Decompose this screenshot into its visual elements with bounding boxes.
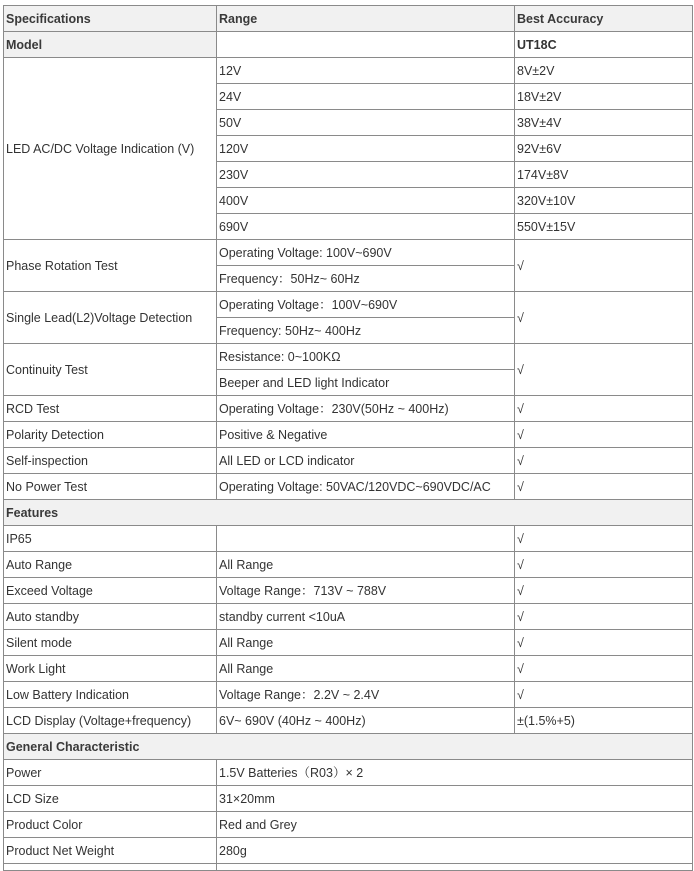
table-row: [4, 604, 693, 630]
table-row: [4, 708, 693, 734]
section-row: [4, 734, 693, 760]
led-voltage-accuracy: 8V±2V: [515, 58, 693, 84]
led-voltage-range: 230V: [217, 162, 515, 188]
led-voltage-label: LED AC/DC Voltage Indication (V): [4, 58, 217, 240]
feature-range: 6V~ 690V (40Hz ~ 400Hz): [217, 708, 515, 734]
feature-label: Low Battery Indication: [4, 682, 217, 708]
spec-label: RCD Test: [4, 396, 217, 422]
table-row: [4, 32, 693, 58]
spec-label: Self-inspection: [4, 448, 217, 474]
general-value: 280g: [217, 838, 693, 864]
specifications-table: [3, 5, 693, 871]
feature-accuracy: √: [515, 682, 693, 708]
cutoff-cell: [217, 864, 693, 871]
model-range: [217, 32, 515, 58]
table-row: [4, 58, 693, 84]
feature-range: All Range: [217, 552, 515, 578]
single-lead-range: Operating Voltage：100V~690V: [217, 292, 515, 318]
table-row: [4, 526, 693, 552]
feature-label: LCD Display (Voltage+frequency): [4, 708, 217, 734]
table-row: [4, 630, 693, 656]
continuity-label: Continuity Test: [4, 344, 217, 396]
spec-label: Polarity Detection: [4, 422, 217, 448]
general-section-title: General Characteristic: [4, 734, 693, 760]
led-voltage-range: 690V: [217, 214, 515, 240]
single-lead-label: Single Lead(L2)Voltage Detection: [4, 292, 217, 344]
general-value: 31×20mm: [217, 786, 693, 812]
table-row: [4, 786, 693, 812]
model-value: UT18C: [515, 32, 693, 58]
led-voltage-accuracy: 18V±2V: [515, 84, 693, 110]
table-row: [4, 812, 693, 838]
table-row: [4, 838, 693, 864]
spec-range: Positive & Negative: [217, 422, 515, 448]
continuity-range: Resistance: 0~100KΩ: [217, 344, 515, 370]
single-lead-accuracy: √: [515, 292, 693, 344]
phase-rotation-range: Frequency：50Hz~ 60Hz: [217, 266, 515, 292]
continuity-range: Beeper and LED light Indicator: [217, 370, 515, 396]
table-row: [4, 682, 693, 708]
table-row: [4, 760, 693, 786]
table-row: [4, 422, 693, 448]
general-value: 1.5V Batteries（R03）× 2: [217, 760, 693, 786]
header-best-accuracy: Best Accuracy: [515, 6, 693, 32]
feature-range: Voltage Range：2.2V ~ 2.4V: [217, 682, 515, 708]
header-row: [4, 6, 693, 32]
model-label: Model: [4, 32, 217, 58]
general-label: Product Color: [4, 812, 217, 838]
feature-accuracy: √: [515, 578, 693, 604]
spec-range: Operating Voltage: 50VAC/120VDC~690VDC/AC: [217, 474, 515, 500]
feature-range: [217, 526, 515, 552]
features-section-title: Features: [4, 500, 693, 526]
general-label: LCD Size: [4, 786, 217, 812]
feature-range: All Range: [217, 656, 515, 682]
single-lead-range: Frequency: 50Hz~ 400Hz: [217, 318, 515, 344]
led-voltage-accuracy: 550V±15V: [515, 214, 693, 240]
spec-label: No Power Test: [4, 474, 217, 500]
feature-label: Auto Range: [4, 552, 217, 578]
feature-range: standby current <10uA: [217, 604, 515, 630]
phase-rotation-label: Phase Rotation Test: [4, 240, 217, 292]
feature-accuracy: √: [515, 630, 693, 656]
table-row: [4, 292, 693, 318]
feature-accuracy: ±(1.5%+5): [515, 708, 693, 734]
cutoff-cell: [4, 864, 217, 871]
led-voltage-accuracy: 92V±6V: [515, 136, 693, 162]
spec-range: Operating Voltage：230V(50Hz ~ 400Hz): [217, 396, 515, 422]
led-voltage-accuracy: 174V±8V: [515, 162, 693, 188]
feature-accuracy: √: [515, 604, 693, 630]
phase-rotation-accuracy: √: [515, 240, 693, 292]
spec-accuracy: √: [515, 474, 693, 500]
table-row: [4, 656, 693, 682]
led-voltage-range: 12V: [217, 58, 515, 84]
led-voltage-range: 24V: [217, 84, 515, 110]
table-row: [4, 240, 693, 266]
general-label: Product Net Weight: [4, 838, 217, 864]
table-row-cutoff: [4, 864, 693, 871]
feature-label: Work Light: [4, 656, 217, 682]
feature-label: IP65: [4, 526, 217, 552]
feature-accuracy: √: [515, 656, 693, 682]
feature-accuracy: √: [515, 526, 693, 552]
section-row: [4, 500, 693, 526]
spec-accuracy: √: [515, 448, 693, 474]
feature-label: Auto standby: [4, 604, 217, 630]
header-range: Range: [217, 6, 515, 32]
led-voltage-accuracy: 38V±4V: [515, 110, 693, 136]
header-specifications: Specifications: [4, 6, 217, 32]
continuity-accuracy: √: [515, 344, 693, 396]
feature-range: All Range: [217, 630, 515, 656]
feature-label: Silent mode: [4, 630, 217, 656]
phase-rotation-range: Operating Voltage: 100V~690V: [217, 240, 515, 266]
feature-accuracy: √: [515, 552, 693, 578]
general-label: Power: [4, 760, 217, 786]
led-voltage-range: 50V: [217, 110, 515, 136]
general-value: Red and Grey: [217, 812, 693, 838]
led-voltage-range: 120V: [217, 136, 515, 162]
feature-label: Exceed Voltage: [4, 578, 217, 604]
table-row: [4, 474, 693, 500]
table-row: [4, 448, 693, 474]
table-row: [4, 552, 693, 578]
spec-accuracy: √: [515, 396, 693, 422]
led-voltage-accuracy: 320V±10V: [515, 188, 693, 214]
spec-accuracy: √: [515, 422, 693, 448]
table-row: [4, 344, 693, 370]
spec-range: All LED or LCD indicator: [217, 448, 515, 474]
table-row: [4, 396, 693, 422]
led-voltage-range: 400V: [217, 188, 515, 214]
table-row: [4, 578, 693, 604]
feature-range: Voltage Range：713V ~ 788V: [217, 578, 515, 604]
